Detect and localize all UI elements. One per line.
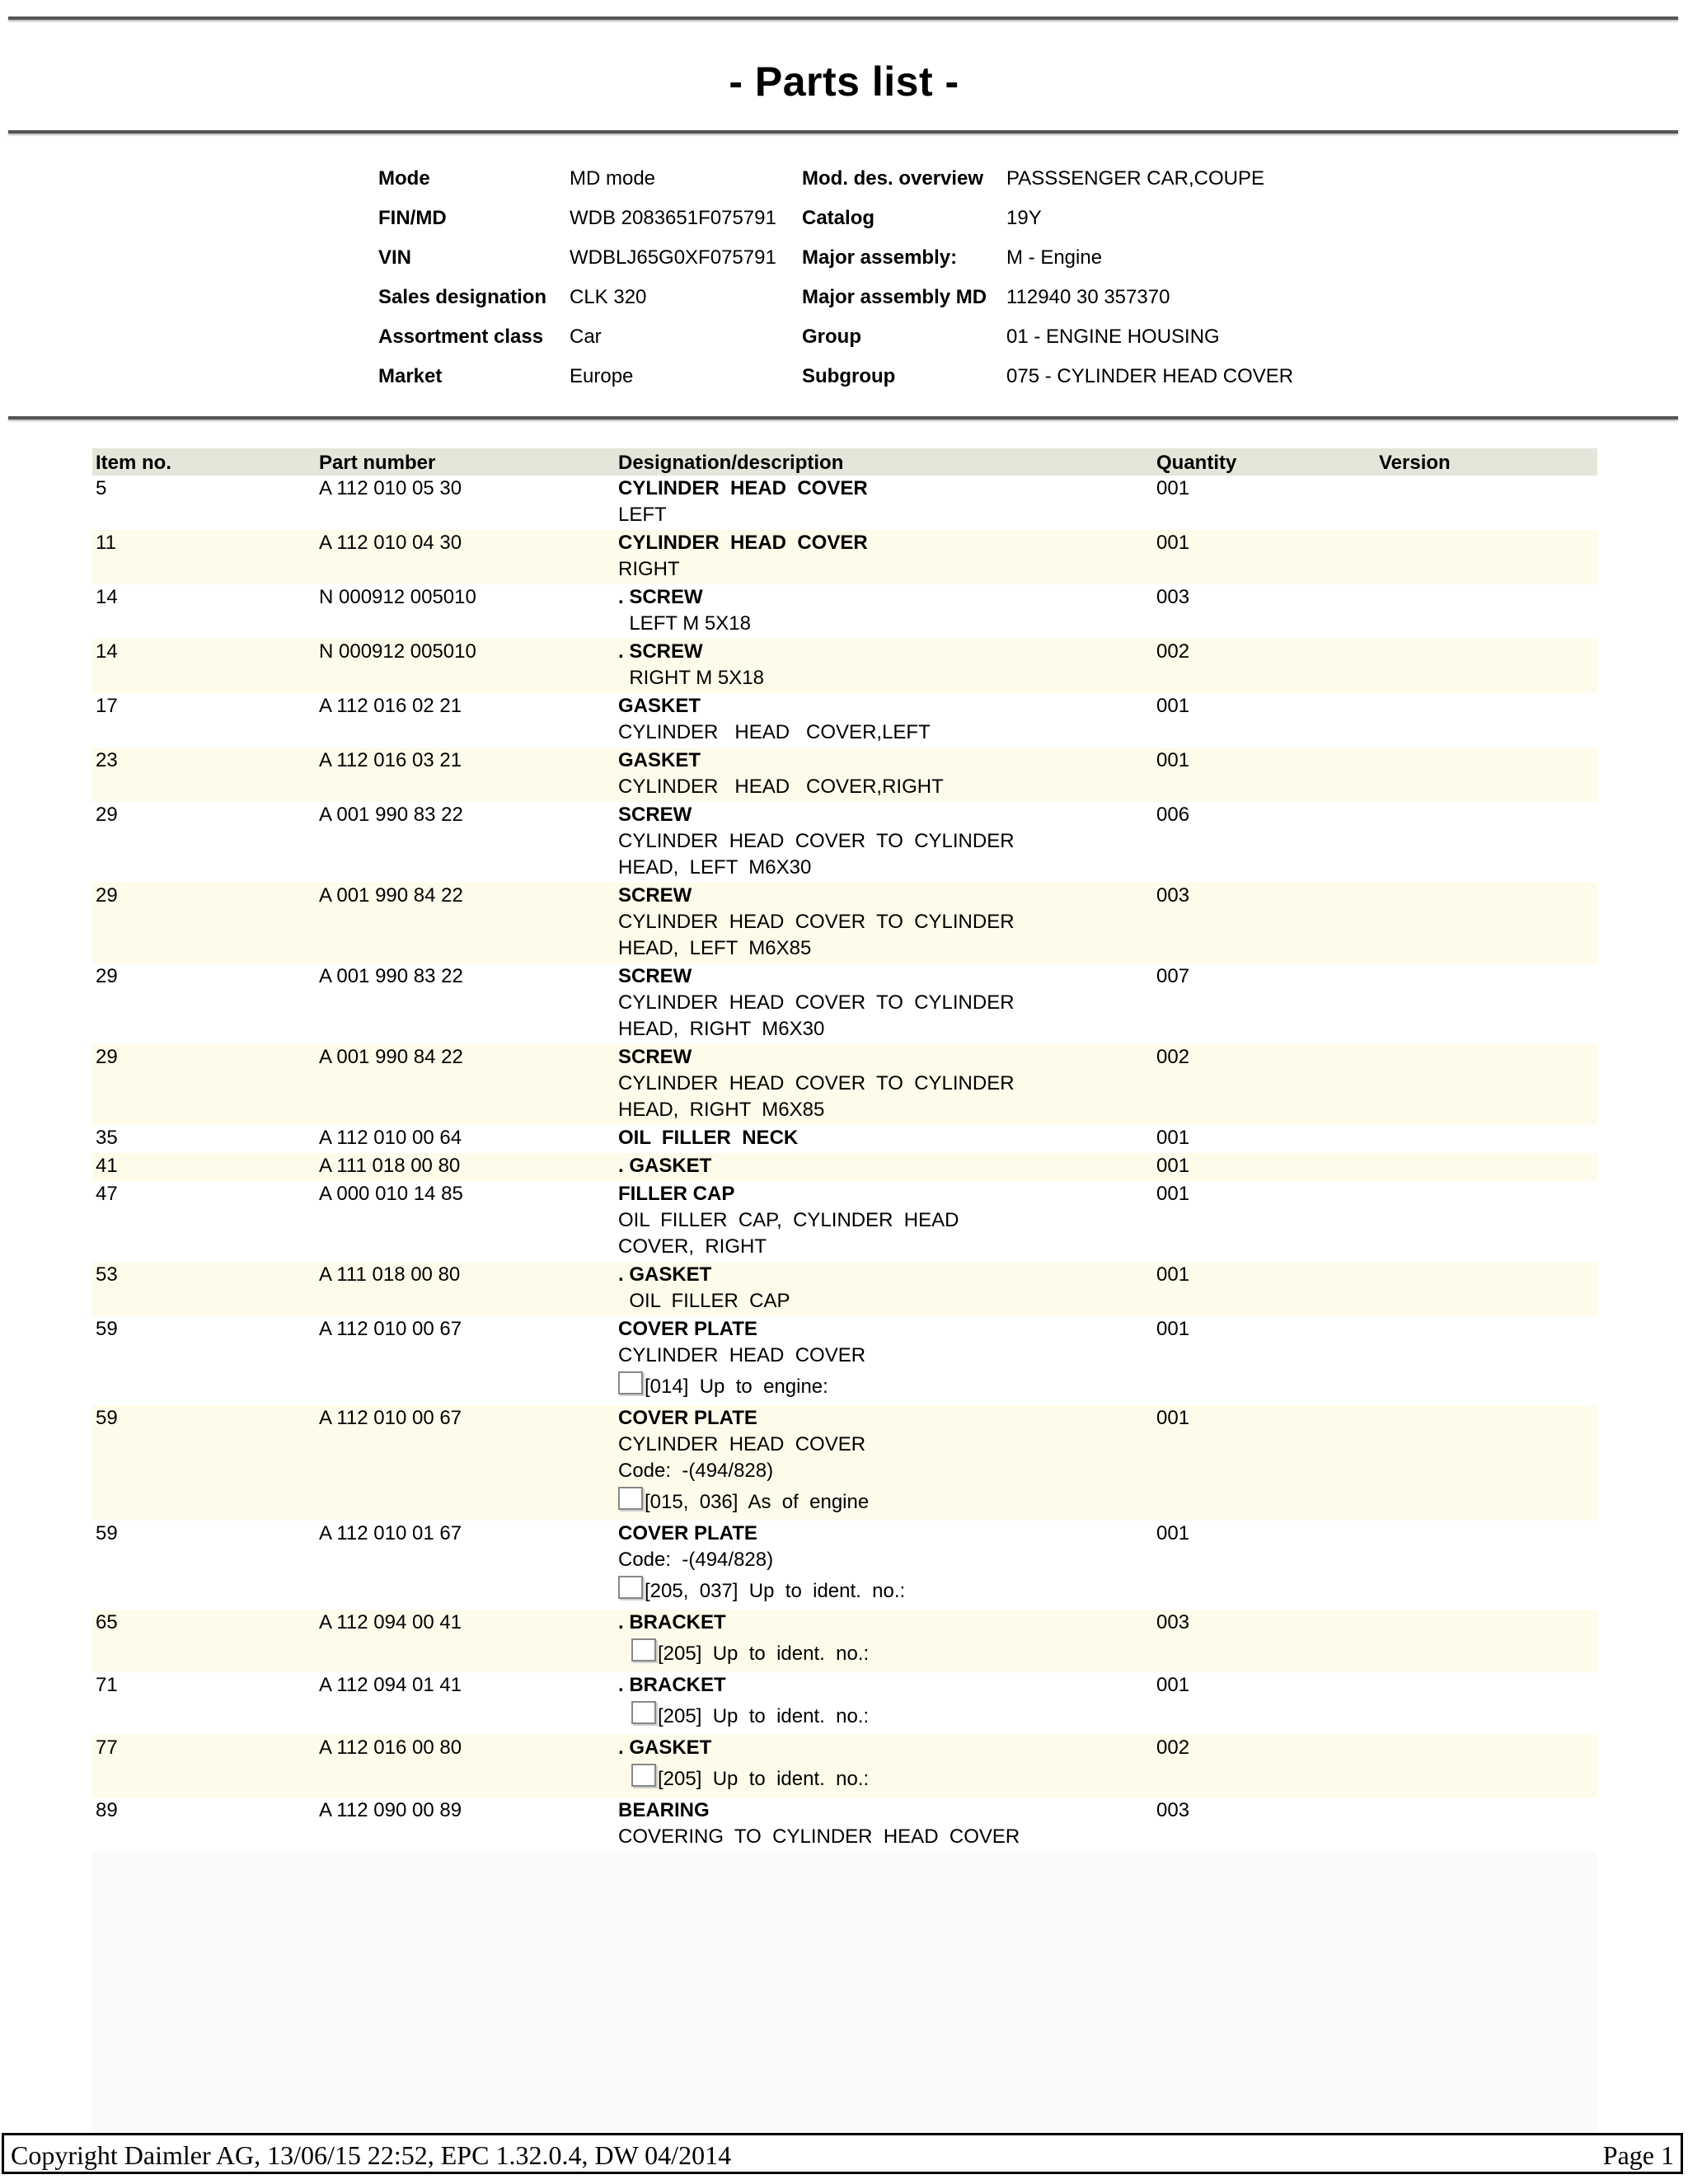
- info-value: 19Y: [1006, 207, 1042, 229]
- quantity-cell: 007: [1156, 965, 1190, 987]
- info-label: Major assembly MD: [802, 286, 987, 308]
- part-number-cell: A 112 010 01 67: [319, 1522, 462, 1544]
- item-no-cell: 77: [96, 1736, 118, 1759]
- item-no-cell: 14: [96, 640, 118, 663]
- part-name: GASKET: [618, 749, 701, 771]
- description-line: CYLINDER HEAD COVER TO CYLINDER: [618, 1072, 1015, 1094]
- footnote: [618, 1761, 869, 1793]
- footnote: [618, 1573, 905, 1605]
- part-name: . GASKET: [618, 1263, 712, 1286]
- description-line: OIL FILLER CAP, CYLINDER HEAD: [618, 1209, 959, 1231]
- footnote: [618, 1699, 869, 1730]
- designation-cell: [618, 1262, 790, 1315]
- item-no-cell: 59: [96, 1522, 118, 1544]
- quantity-cell: 001: [1156, 1127, 1190, 1149]
- part-number-cell: A 112 010 00 67: [319, 1407, 462, 1429]
- document-icon[interactable]: [618, 1576, 643, 1599]
- part-name: SCREW: [618, 884, 692, 907]
- part-name: BEARING: [618, 1799, 710, 1821]
- item-no-cell: 41: [96, 1155, 118, 1177]
- description-line: CYLINDER HEAD COVER: [618, 1344, 866, 1366]
- designation-cell: [618, 1153, 711, 1179]
- info-value: M - Engine: [1006, 246, 1103, 269]
- item-no-cell: 59: [96, 1318, 118, 1340]
- description-line: RIGHT M 5X18: [618, 667, 764, 689]
- header-version: Version: [1379, 452, 1451, 474]
- part-name: GASKET: [618, 695, 701, 717]
- designation-cell: [618, 476, 868, 528]
- quantity-cell: 001: [1156, 695, 1190, 717]
- designation-cell: [618, 1125, 798, 1151]
- designation-cell: [618, 1521, 905, 1605]
- table-row: [92, 748, 1597, 802]
- part-number-cell: A 112 016 00 80: [319, 1736, 462, 1759]
- designation-cell: [618, 584, 751, 637]
- item-no-cell: 29: [96, 804, 118, 826]
- designation-cell: [618, 1735, 869, 1793]
- footnote-text: [205] Up to ident. no.:: [658, 1705, 870, 1727]
- table-row: [92, 1797, 1597, 1852]
- part-name: SCREW: [618, 1046, 692, 1068]
- document-icon[interactable]: [631, 1764, 656, 1787]
- info-label: Subgroup: [802, 365, 896, 387]
- designation-cell: [618, 802, 1015, 881]
- item-no-cell: 47: [96, 1183, 118, 1205]
- part-name: . SCREW: [618, 640, 703, 663]
- part-name: SCREW: [618, 804, 692, 826]
- part-number-cell: A 111 018 00 80: [319, 1155, 461, 1177]
- info-label: Mode: [378, 167, 430, 190]
- info-label: Group: [802, 326, 861, 348]
- table-row: [92, 1672, 1597, 1735]
- designation-cell: [618, 748, 944, 800]
- footnote-text: [014] Up to engine:: [645, 1376, 828, 1398]
- info-value: Car: [570, 326, 602, 348]
- footnote-text: [205, 037] Up to ident. no.:: [645, 1580, 906, 1602]
- table-header: [92, 448, 1597, 476]
- part-number-cell: A 112 016 03 21: [319, 749, 462, 771]
- header-part-number: Part number: [319, 452, 436, 474]
- quantity-cell: 001: [1156, 1318, 1190, 1340]
- table-row: [92, 1316, 1597, 1405]
- table-row: [92, 693, 1597, 748]
- part-number-cell: A 112 010 05 30: [319, 477, 462, 499]
- info-label: Sales designation: [378, 286, 547, 308]
- part-number-cell: A 000 010 14 85: [319, 1183, 463, 1205]
- quantity-cell: 001: [1156, 532, 1190, 554]
- part-number-cell: A 111 018 00 80: [319, 1263, 461, 1286]
- quantity-cell: 002: [1156, 1046, 1190, 1068]
- table-row: [92, 1405, 1597, 1521]
- part-number-cell: A 001 990 83 22: [319, 804, 463, 826]
- part-name: COVER PLATE: [618, 1407, 757, 1429]
- part-number-cell: A 112 010 00 64: [319, 1127, 462, 1149]
- item-no-cell: 29: [96, 1046, 118, 1068]
- designation-cell: [618, 639, 764, 691]
- info-label: Market: [378, 365, 443, 387]
- footnote: [618, 1636, 869, 1667]
- part-number-cell: N 000912 005010: [319, 586, 476, 608]
- footnote-text: [205] Up to ident. no.:: [658, 1643, 870, 1665]
- description-line: OIL FILLER CAP: [618, 1290, 790, 1312]
- table-row: [92, 476, 1597, 530]
- info-value: 01 - ENGINE HOUSING: [1006, 326, 1220, 348]
- item-no-cell: 71: [96, 1674, 118, 1696]
- info-value: MD mode: [570, 167, 656, 190]
- item-no-cell: 29: [96, 884, 118, 907]
- info-label: FIN/MD: [378, 207, 447, 229]
- item-no-cell: 59: [96, 1407, 118, 1429]
- quantity-cell: 006: [1156, 804, 1190, 826]
- header-designation: Designation/description: [618, 452, 844, 474]
- footnote-text: [015, 036] As of engine: [645, 1491, 870, 1513]
- designation-cell: [618, 1044, 1015, 1123]
- item-no-cell: 17: [96, 695, 118, 717]
- header-quantity: Quantity: [1156, 452, 1237, 474]
- part-number-cell: A 112 010 00 67: [319, 1318, 462, 1340]
- info-label: Assortment class: [378, 326, 544, 348]
- description-line: HEAD, RIGHT M6X85: [618, 1099, 825, 1121]
- description-line: LEFT: [618, 504, 667, 526]
- table-rule: [8, 416, 1678, 419]
- description-line: Code: -(494/828): [618, 1460, 774, 1482]
- document-icon[interactable]: [631, 1701, 656, 1724]
- info-value: 112940 30 357370: [1006, 286, 1170, 308]
- quantity-cell: 003: [1156, 1611, 1190, 1633]
- description-line: LEFT M 5X18: [618, 612, 751, 635]
- designation-cell: [618, 1316, 865, 1400]
- table-row: [92, 1262, 1597, 1316]
- description-line: Code: -(494/828): [618, 1549, 774, 1571]
- item-no-cell: 65: [96, 1611, 118, 1633]
- description-line: COVERING TO CYLINDER HEAD COVER: [618, 1825, 1020, 1848]
- footnote-text: [205] Up to ident. no.:: [658, 1768, 870, 1790]
- info-value: WDB 2083651F075791: [570, 207, 776, 229]
- table-row: [92, 1610, 1597, 1672]
- part-number-cell: A 001 990 84 22: [319, 884, 463, 907]
- quantity-cell: 001: [1156, 1263, 1190, 1286]
- quantity-cell: 003: [1156, 884, 1190, 907]
- info-value: Europe: [570, 365, 634, 387]
- info-value: 075 - CYLINDER HEAD COVER: [1006, 365, 1294, 387]
- info-label: VIN: [378, 246, 412, 269]
- info-label: Major assembly:: [802, 246, 958, 269]
- table-row: [92, 802, 1597, 883]
- part-name: . GASKET: [618, 1736, 712, 1759]
- designation-cell: [618, 883, 1015, 962]
- table-row: [92, 639, 1597, 693]
- table-row: [92, 1521, 1597, 1610]
- quantity-cell: 001: [1156, 1674, 1190, 1696]
- description-line: CYLINDER HEAD COVER TO CYLINDER: [618, 991, 1015, 1014]
- quantity-cell: 001: [1156, 1522, 1190, 1544]
- table-row: [92, 1735, 1597, 1797]
- copyright-text: Copyright Daimler AG, 13/06/15 22:52, EPC 1.32.0.4, DW 04/2014: [11, 2140, 732, 2170]
- part-name: OIL FILLER NECK: [618, 1127, 799, 1149]
- quantity-cell: 002: [1156, 640, 1190, 663]
- part-name: CYLINDER HEAD COVER: [618, 477, 868, 499]
- table-row: [92, 963, 1597, 1044]
- description-line: CYLINDER HEAD COVER TO CYLINDER: [618, 830, 1015, 852]
- part-number-cell: A 112 010 04 30: [319, 532, 462, 554]
- page-number: Page 1: [1602, 2140, 1674, 2170]
- document-icon[interactable]: [631, 1638, 656, 1661]
- table-row: [92, 883, 1597, 963]
- part-number-cell: A 112 094 00 41: [319, 1611, 462, 1633]
- part-number-cell: A 112 016 02 21: [319, 695, 462, 717]
- part-name: COVER PLATE: [618, 1318, 757, 1340]
- part-name: CYLINDER HEAD COVER: [618, 532, 868, 554]
- part-number-cell: N 000912 005010: [319, 640, 476, 663]
- part-name: . BRACKET: [618, 1611, 726, 1633]
- designation-cell: [618, 963, 1015, 1043]
- document-icon[interactable]: [618, 1371, 643, 1394]
- description-line: CYLINDER HEAD COVER,LEFT: [618, 721, 931, 743]
- table-row: [92, 530, 1597, 584]
- info-value: PASSSENGER CAR,COUPE: [1006, 167, 1264, 190]
- footer: [2, 2133, 1683, 2174]
- part-name: FILLER CAP: [618, 1183, 735, 1205]
- info-value: CLK 320: [570, 286, 647, 308]
- quantity-cell: 002: [1156, 1736, 1190, 1759]
- description-line: CYLINDER HEAD COVER: [618, 1433, 866, 1455]
- part-number-cell: A 112 090 00 89: [319, 1799, 462, 1821]
- item-no-cell: 14: [96, 586, 118, 608]
- part-number-cell: A 001 990 84 22: [319, 1046, 463, 1068]
- item-no-cell: 35: [96, 1127, 118, 1149]
- description-line: HEAD, LEFT M6X30: [618, 856, 812, 879]
- designation-cell: [618, 1405, 869, 1516]
- designation-cell: [618, 1610, 869, 1667]
- document-icon[interactable]: [618, 1487, 643, 1510]
- footnote: [618, 1369, 865, 1400]
- table-row: [92, 1044, 1597, 1125]
- designation-cell: [618, 693, 931, 746]
- quantity-cell: 003: [1156, 1799, 1190, 1821]
- header-item-no: Item no.: [96, 452, 172, 474]
- info-label: Mod. des. overview: [802, 167, 984, 190]
- item-no-cell: 5: [96, 477, 107, 499]
- quantity-cell: 001: [1156, 749, 1190, 771]
- footnote: [618, 1484, 869, 1516]
- description-line: CYLINDER HEAD COVER,RIGHT: [618, 776, 944, 798]
- designation-cell: [618, 1797, 1020, 1850]
- description-line: COVER, RIGHT: [618, 1235, 767, 1258]
- item-no-cell: 53: [96, 1263, 118, 1286]
- table-row: [92, 1125, 1597, 1153]
- info-label: Catalog: [802, 207, 875, 229]
- quantity-cell: 003: [1156, 586, 1190, 608]
- quantity-cell: 001: [1156, 477, 1190, 499]
- header-rule: [8, 130, 1678, 134]
- description-line: CYLINDER HEAD COVER TO CYLINDER: [618, 911, 1015, 933]
- description-line: HEAD, RIGHT M6X30: [618, 1018, 825, 1040]
- description-line: HEAD, LEFT M6X85: [618, 937, 812, 959]
- designation-cell: [618, 1672, 869, 1730]
- table-row: [92, 1153, 1597, 1181]
- item-no-cell: 29: [96, 965, 118, 987]
- quantity-cell: 001: [1156, 1155, 1190, 1177]
- part-number-cell: A 112 094 01 41: [319, 1674, 462, 1696]
- table-row: [92, 584, 1597, 639]
- part-number-cell: A 001 990 83 22: [319, 965, 463, 987]
- part-name: COVER PLATE: [618, 1522, 757, 1544]
- parts-table: [92, 448, 1597, 2133]
- top-rule: [8, 16, 1678, 20]
- description-line: RIGHT: [618, 558, 680, 580]
- item-no-cell: 89: [96, 1799, 118, 1821]
- part-name: . BRACKET: [618, 1674, 726, 1696]
- info-value: WDBLJ65G0XF075791: [570, 246, 776, 269]
- item-no-cell: 23: [96, 749, 118, 771]
- part-name: . GASKET: [618, 1155, 712, 1177]
- part-name: SCREW: [618, 965, 692, 987]
- designation-cell: [618, 1181, 959, 1260]
- page-title: - Parts list -: [729, 59, 959, 105]
- quantity-cell: 001: [1156, 1407, 1190, 1429]
- item-no-cell: 11: [96, 532, 116, 554]
- part-name: . SCREW: [618, 586, 703, 608]
- table-row: [92, 1181, 1597, 1262]
- quantity-cell: 001: [1156, 1183, 1190, 1205]
- designation-cell: [618, 530, 868, 583]
